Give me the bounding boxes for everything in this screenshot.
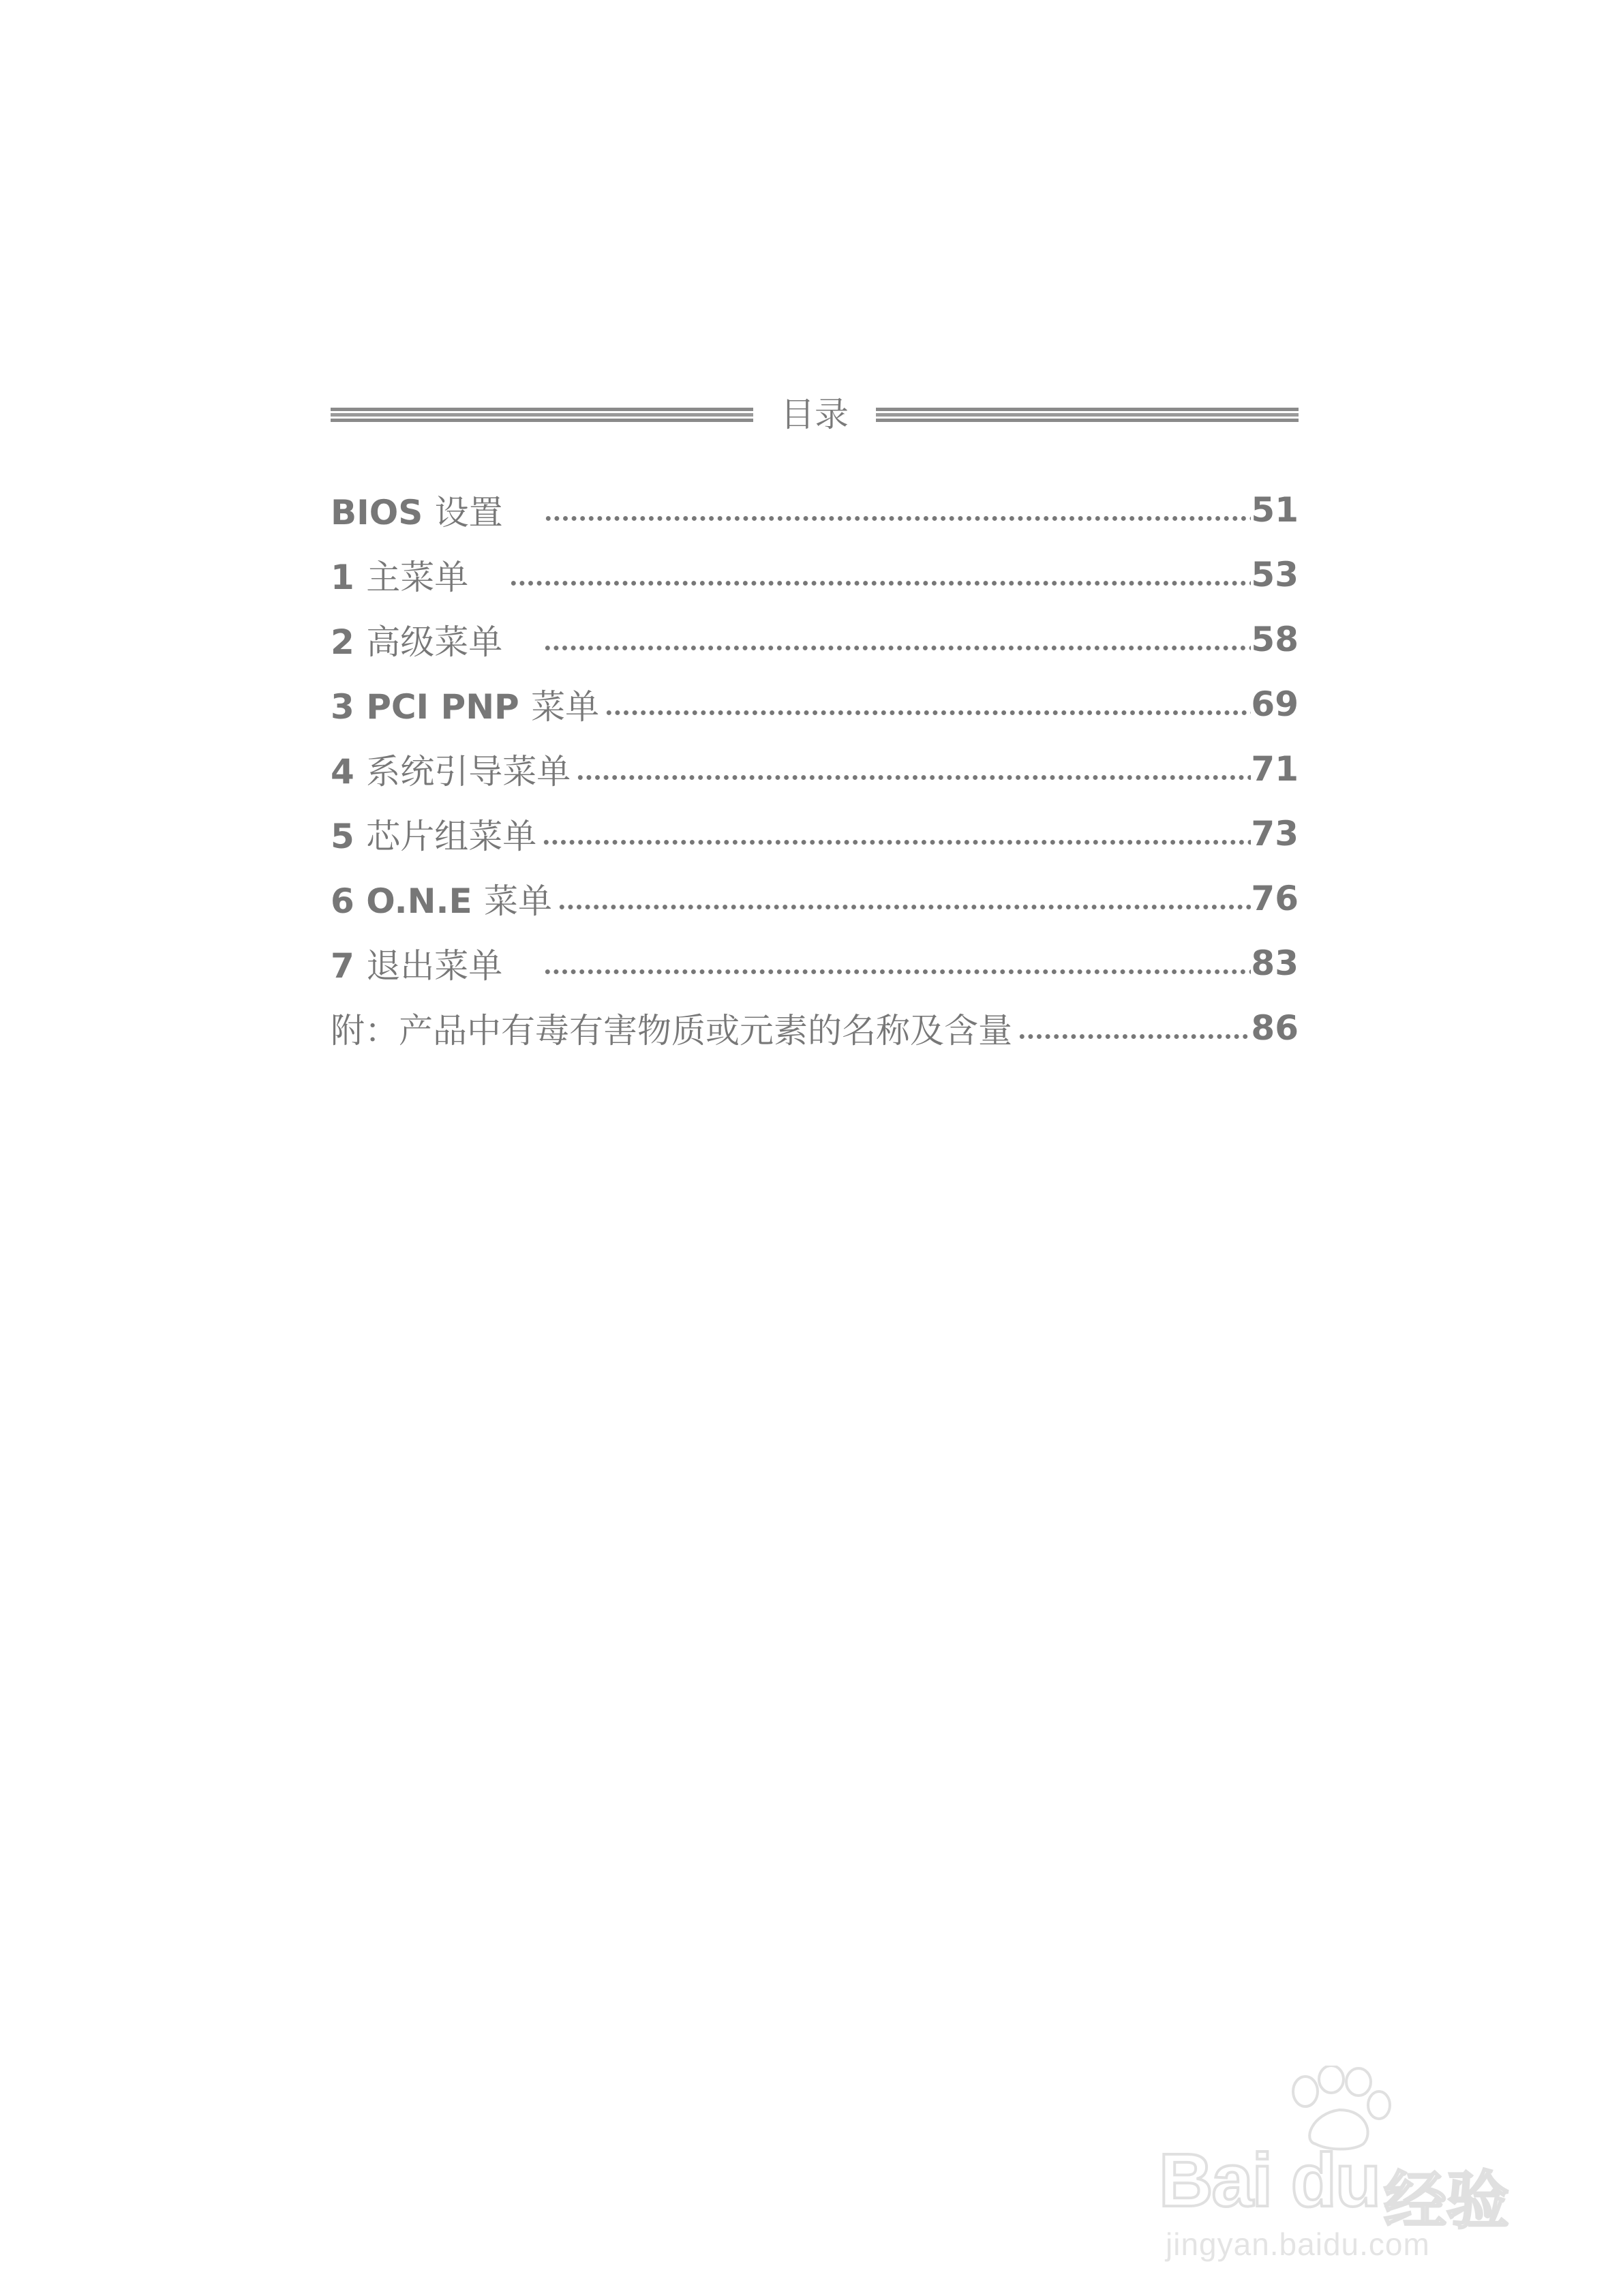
toc-entry-page: 71 [1251,749,1299,789]
toc-entry-label: 5 芯片组菜单 [331,816,537,856]
toc-entry-label: 附：产品中有毒有害物质或元素的名称及含量 [331,1010,1012,1051]
toc-entry-label: 3 PCI PNP 菜单 [331,686,600,727]
leader-dots [543,943,1251,984]
leader-dots [509,554,1251,595]
leader-dots [558,878,1251,919]
toc-entry-page: 73 [1251,813,1299,854]
leader-dots [542,813,1251,854]
toc-entry-one-menu[interactable] [331,866,1299,931]
title-rule-right [876,408,1299,423]
toc-entry-page: 86 [1251,1008,1299,1048]
toc-entry-label: 6 O.N.E 菜单 [331,881,553,921]
toc-entry-page: 69 [1251,684,1299,724]
toc-entry-advanced-menu[interactable] [331,607,1299,671]
watermark-url: jingyan.baidu.com [1166,2226,1430,2262]
toc-entry-page: 51 [1251,489,1299,530]
toc-entry-label: 2 高级菜单 [331,622,503,662]
leader-dots [544,489,1251,530]
toc-entry-label: 7 退出菜单 [331,946,503,986]
toc-entry-appendix[interactable] [331,995,1299,1060]
toc-header [331,380,1299,449]
toc-entry-bios[interactable] [331,477,1299,542]
leader-dots [1018,1008,1251,1048]
toc-list [331,477,1299,1060]
toc-entry-exit-menu[interactable] [331,931,1299,995]
toc-entry-boot-menu[interactable] [331,736,1299,801]
toc-entry-pci-pnp-menu[interactable] [331,671,1299,736]
toc-entry-main-menu[interactable] [331,542,1299,607]
page-title: 目录 [780,395,849,434]
toc-entry-page: 76 [1251,878,1299,918]
toc-entry-page: 58 [1251,619,1299,659]
toc-entry-label: 4 系统引导菜单 [331,751,571,791]
toc-entry-page: 83 [1251,943,1299,983]
toc-entry-chipset-menu[interactable] [331,801,1299,866]
title-rule-left [331,408,753,423]
baidu-jingyan-watermark [1159,2066,1541,2262]
watermark-brand-cn: 经验 [1384,2164,1510,2237]
toc-entry-page: 53 [1251,554,1299,594]
leader-dots [576,749,1251,789]
leader-dots [605,684,1251,725]
toc-entry-label: 1 主菜单 [331,557,469,597]
toc-entry-label: BIOS 设置 [331,492,503,532]
leader-dots [543,619,1251,660]
watermark-brand: Bai du [1159,2139,1380,2222]
